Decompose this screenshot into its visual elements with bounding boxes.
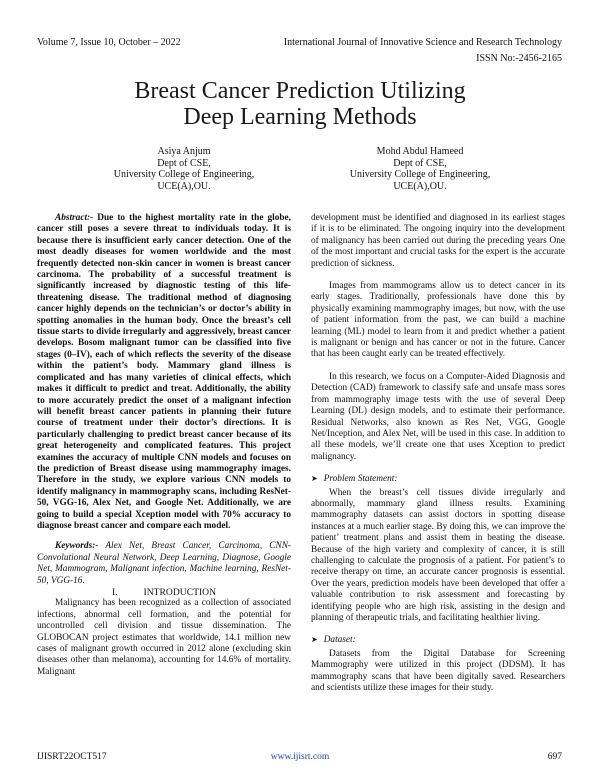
section-title: INTRODUCTION — [143, 587, 217, 598]
keywords-text: Alex Net, Breast Cancer, Carcinoma, CNN-Convolutional Neural Network, Deep Learning, Diagnose, Google Net, Mammogram, Malignant infection, Machine learning, ResNet-50, VGG-16. — [37, 541, 291, 586]
intro-paragraph-continued: development must be identified and diagnosed in its earliest stages if it is to be eliminated. The ongoing inquiry into the development of malignancy has been carried out during the preceding years One of the most important and crucial tasks for the expert is the accurate prediction of sickness. — [311, 213, 565, 269]
author-block-2 — [300, 146, 540, 192]
dataset-text: Datasets from the Digital Database for Screening Mammography were utilized in this project (DDSM). It has mammography scans that have been digitally saved. Researchers and scientists utilize these images for their study. — [311, 648, 565, 694]
arrow-bullet-icon: ➤ — [311, 474, 318, 484]
author-name: Asiya Anjum — [157, 146, 211, 157]
section-number: I. — [111, 587, 118, 598]
intro-paragraph-3: In this research, we focus on a Computer-Aided Diagnosis and Detection (CAD) framework to classify safe and unsafe mass sores from mammography image tests with the use of several Deep Learning (DL) design models, and to estimate their performance. Residual Networks, also known as Res Net, VGG, Google Net/Inception, and Alex Net, will be used in this case. In addition to all these models, we’ll create one that uses Xception to predict malignancy. — [311, 371, 565, 462]
keywords — [37, 541, 291, 587]
abstract — [37, 213, 291, 532]
author-dept: Dept of CSE, — [393, 157, 447, 169]
subheading-dataset: ➤ Dataset: — [311, 635, 356, 646]
header-volume: Volume 7, Issue 10, October – 2022 — [37, 37, 181, 48]
abstract-label: Abstract:- — [55, 213, 94, 223]
abstract-text: Due to the highest mortality rate in the globe, cancer still poses a severe threat to individuals today. It is because there is insufficient early cancer detection. One of the most deadly diseases for women worldwide and the most frequently detected non-skin cancer in women is breast cancer carcinoma. The probability of a successful treatment is significantly increased by diagnostic testing of this life-threatening disease. The traditional method of diagnosing cancer highly depends on the technician’s or doctor’s ability in spotting anomalies in the human body. Once the breast’s cell tissue starts to divide irregularly and aggressively, breast cancer develops. Bosom malignant tumor can be classified into five stages (0–IV), each of which reflects the severity of the disease within the patient’s body. Mammary gland illness is complicated and has many varieties of clinical effects, which makes it difficult to predict and treat. Additionally, the ability to more accurately predict the onset of a malignant infection will benefit breast cancer patients in planning their future course of treatment under their doctor’s directions. It is particularly challenging to predict breast cancer because of its great heterogeneity and complicated features. This project examines the accuracy of multiple CNN models and focuses on the prediction of Breast disease using mammography images. Therefore in the study, we explore various CNN models to identify malignancy in mammography scans, including ResNet- 50, VGG-16, Alex Net, and Google Net. Additionally, we are going to build a special Xception model with 70% accuracy to diagnose breast cancer and compare each model. — [37, 213, 291, 531]
title-line-2: Deep Learning Methods — [183, 104, 417, 130]
footer-paper-code: IJISRT22OCT517 — [37, 752, 107, 762]
author-place: UCE(A),OU. — [393, 180, 447, 192]
author-block-1 — [64, 146, 304, 192]
footer-page-number: 697 — [547, 752, 562, 762]
problem-statement-text: When the breast’s cell tissues divide irregularly and abnormally, mammary gland illness results. Examining mammography datasets can assist doctors in spotting disease instances at a much earlier stage. By doing this, we can improve the patient’ treatment plans and assist them in beating the disease. Because of the high variety and complexity of cancer, it is still challenging to calculate the prognosis of a patient. For patient’s to receive therapy on time, an accurate cancer prognosis is essential. Over the years, prediction models have been developed that offer a valuable contribution to risk assessment and forecasting by identifying people who are high risk, assisting in the design and planning of therapeutic trials, and facilitating healthier living. — [311, 487, 565, 623]
author-place: UCE(A),OU. — [157, 180, 211, 192]
intro-paragraph-1: Malignancy has been recognized as a collection of associated infections, abnormal cell formation, and the potential for uncontrolled cell division and tissue dissemination. The GLOBOCAN project estimates that worldwide, 14.1 million new cases of malignant growth occurred in 2012 alone (excluding skin diseases other than melanoma), accounting for 14.6% of mortality. Malignant — [37, 598, 291, 677]
section-heading-introduction — [37, 587, 291, 598]
author-college: University College of Engineering, — [349, 169, 491, 181]
intro-paragraph-2: Images from mammograms allow us to detect cancer in its early stages. Traditionally, professionals have done this by physically examining mammography images, but now, with the use of patient information from the past, we can build a machine learning (ML) model to learn from it and predict whether a patient is malignant or benign and has cancer or not in the future. Cancer that has been caught early can be treated effectively. — [311, 281, 565, 360]
author-dept: Dept of CSE, — [157, 157, 211, 169]
author-college: University College of Engineering, — [113, 169, 255, 181]
paper-title — [40, 78, 560, 130]
left-column — [37, 213, 291, 678]
author-name: Mohd Abdul Hameed — [376, 146, 464, 157]
header-journal: International Journal of Innovative Science and Research Technology — [283, 37, 562, 48]
title-line-1: Breast Cancer Prediction Utilizing — [134, 78, 466, 104]
header-issn: ISSN No:-2456-2165 — [476, 53, 562, 64]
subheading-problem-statement: ➤ Problem Statement: — [311, 474, 398, 485]
keywords-label: Keywords:- — [55, 541, 99, 552]
footer-website-link[interactable]: www.ijisrt.com — [270, 752, 330, 762]
right-column — [311, 213, 565, 694]
arrow-bullet-icon: ➤ — [311, 635, 318, 645]
